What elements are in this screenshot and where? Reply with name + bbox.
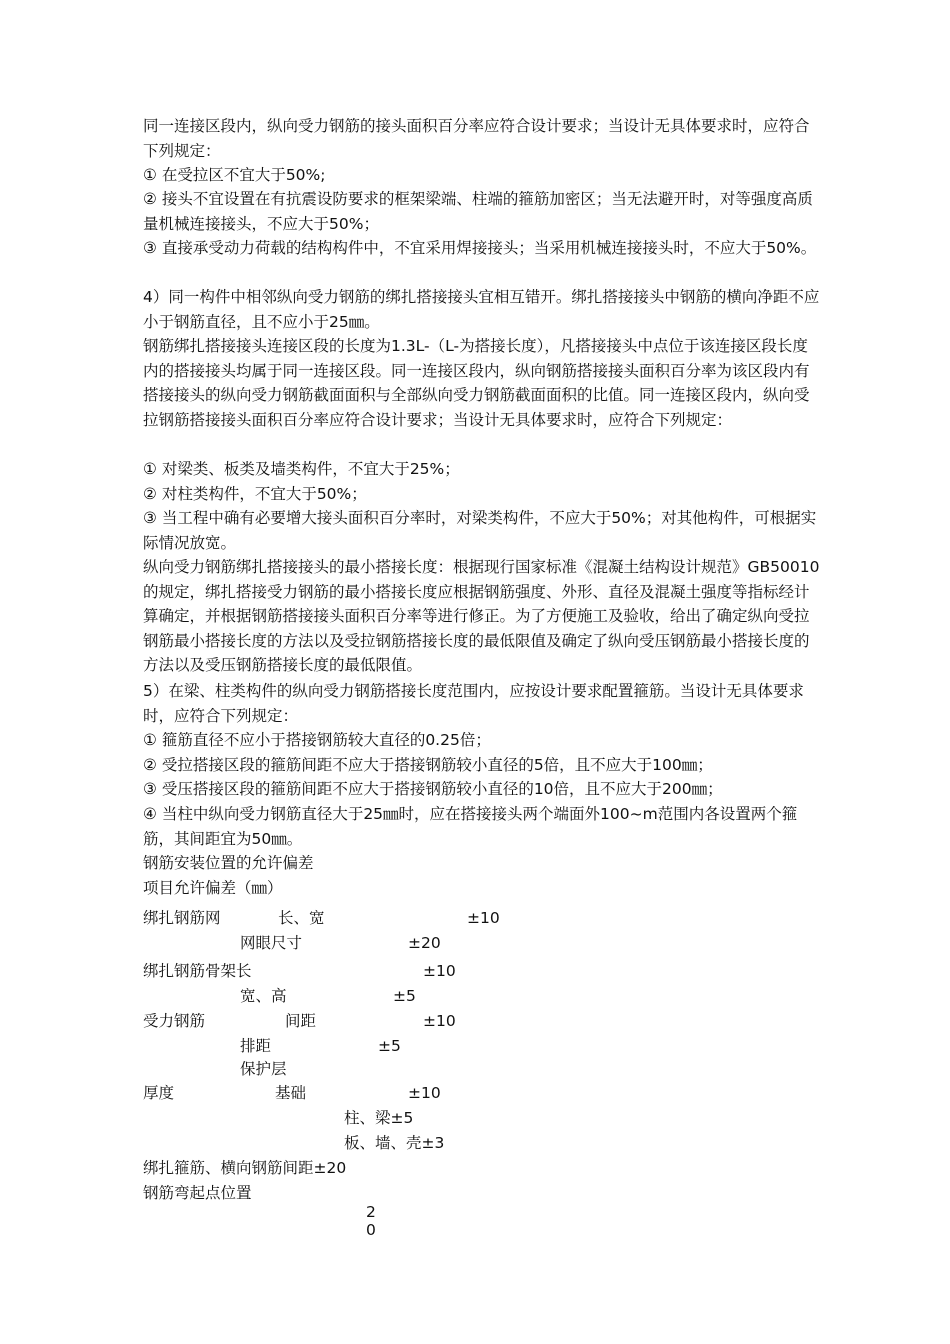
table-cell-item: 绑扎钢筋骨架长: [143, 962, 252, 980]
list-item-beam-slab: ① 对梁类、板类及墙类构件，不宜大于25%；: [143, 460, 460, 478]
list-item-compression-stirrup-spacing: ③ 受压搭接区段的箍筋间距不应大于搭接钢筋较小直径的10倍，且不应大于200㎜；: [143, 780, 723, 798]
table-cell-item: 厚度: [143, 1084, 175, 1102]
table-cell-subitem: 保护层: [240, 1060, 287, 1078]
table-cell-value: ±5: [378, 1037, 401, 1055]
table-title: 钢筋安装位置的允许偏差: [143, 854, 314, 872]
table-cell-subitem: 排距: [240, 1037, 272, 1055]
table-header: 项目允许偏差（㎜）: [143, 879, 283, 897]
table-cell-value: ±20: [408, 934, 441, 952]
table-cell-item: 受力钢筋: [143, 1012, 206, 1030]
list-item-tension-zone: ① 在受拉区不宜大于50%;: [143, 166, 326, 184]
paragraph-area-percentage-intro: 同一连接区段内，纵向受力钢筋的接头面积百分率应符合设计要求；当设计无具体要求时，应符合下列规定：: [143, 117, 810, 160]
list-item-column: ② 对柱类构件，不宜大于50%；: [143, 485, 367, 503]
list-item-column-stirrups: ④ 当柱中纵向受力钢筋直径大于25㎜时，应在搭接接头两个端面外100~m范围内各设置两个箍筋，其间距宜为50㎜。: [143, 805, 798, 848]
table-cell-subitem: 板、墙、壳±3: [344, 1134, 445, 1152]
table-cell-subitem: 宽、高: [240, 987, 287, 1005]
table-cell-value: ±10: [467, 909, 500, 927]
table-cell-value: ±10: [408, 1084, 441, 1102]
table-cell-item: 绑扎箍筋、横向钢筋间距±20: [143, 1159, 347, 1177]
list-item-dynamic-load: ③ 直接承受动力荷载的结构构件中，不宜采用焊接接头；当采用机械连接接头时，不应大于50%。: [143, 239, 817, 257]
table-cell-value: ±5: [393, 987, 416, 1005]
table-cell-value: 0: [366, 1221, 376, 1239]
table-cell-subitem: 基础: [275, 1084, 307, 1102]
table-cell-item: 钢筋弯起点位置: [143, 1184, 252, 1202]
paragraph-section-4: 4）同一构件中相邻纵向受力钢筋的绑扎搭接接头宜相互错开。绑扎搭接接头中钢筋的横向净距不应小于钢筋直径，且不应小于25㎜。: [143, 288, 820, 331]
table-cell-value: ±10: [423, 962, 456, 980]
table-cell-value: 2: [366, 1203, 376, 1221]
table-cell-subitem: 间距: [285, 1012, 317, 1030]
paragraph-lap-splice-zone: 钢筋绑扎搭接接头连接区段的长度为1.3L-（L-为搭接长度），凡搭接接头中点位于该连接区段长度内的搭接接头均属于同一连接区段。同一连接区段内，纵向钢筋搭接接头面积百分率为该区段内有搭接接头的纵向受力钢筋截面面积与全部纵向受力钢筋截面面积的比值。同一连接区段内，纵向受拉钢筋搭接接头面积百分率应符合设计要求；当设计无具体要求时，应符合下列规定：: [143, 337, 810, 429]
table-cell-subitem: 网眼尺寸: [240, 934, 303, 952]
table-cell-subitem: 柱、梁±5: [344, 1109, 414, 1127]
paragraph-section-5: 5）在梁、柱类构件的纵向受力钢筋搭接长度范围内，应按设计要求配置箍筋。当设计无具体要求时，应符合下列规定：: [143, 682, 804, 725]
list-item-seismic-zone: ② 接头不宜设置在有抗震设防要求的框架梁端、柱端的箍筋加密区；当无法避开时，对等强度高质量机械连接接头，不应大于50%；: [143, 190, 813, 233]
list-item-tension-stirrup-spacing: ② 受拉搭接区段的箍筋间距不应大于搭接钢筋较小直径的5倍，且不应大于100㎜；: [143, 756, 713, 774]
table-cell-value: ±10: [423, 1012, 456, 1030]
table-cell-subitem: 长、宽: [278, 909, 325, 927]
list-item-increase-ratio: ③ 当工程中确有必要增大接头面积百分率时，对梁类构件，不应大于50%；对其他构件，可根据实际情况放宽。: [143, 509, 817, 552]
paragraph-min-lap-length: 纵向受力钢筋绑扎搭接接头的最小搭接长度：根据现行国家标准《混凝土结构设计规范》GB50010的规定，绑扎搭接受力钢筋的最小搭接长度应根据钢筋强度、外形、直径及混凝土强度等指标经计算确定，并根据钢筋搭接接头面积百分率等进行修正。为了方便施工及验收，给出了确定纵向受拉钢筋最小搭接长度的方法以及受拉钢筋搭接长度的最低限值及确定了纵向受压钢筋最小搭接长度的方法以及受压钢筋搭接长度的最低限值。: [143, 558, 820, 674]
table-cell-item: 绑扎钢筋网: [143, 909, 221, 927]
list-item-stirrup-diameter: ① 箍筋直径不应小于搭接钢筋较大直径的0.25倍；: [143, 731, 491, 749]
